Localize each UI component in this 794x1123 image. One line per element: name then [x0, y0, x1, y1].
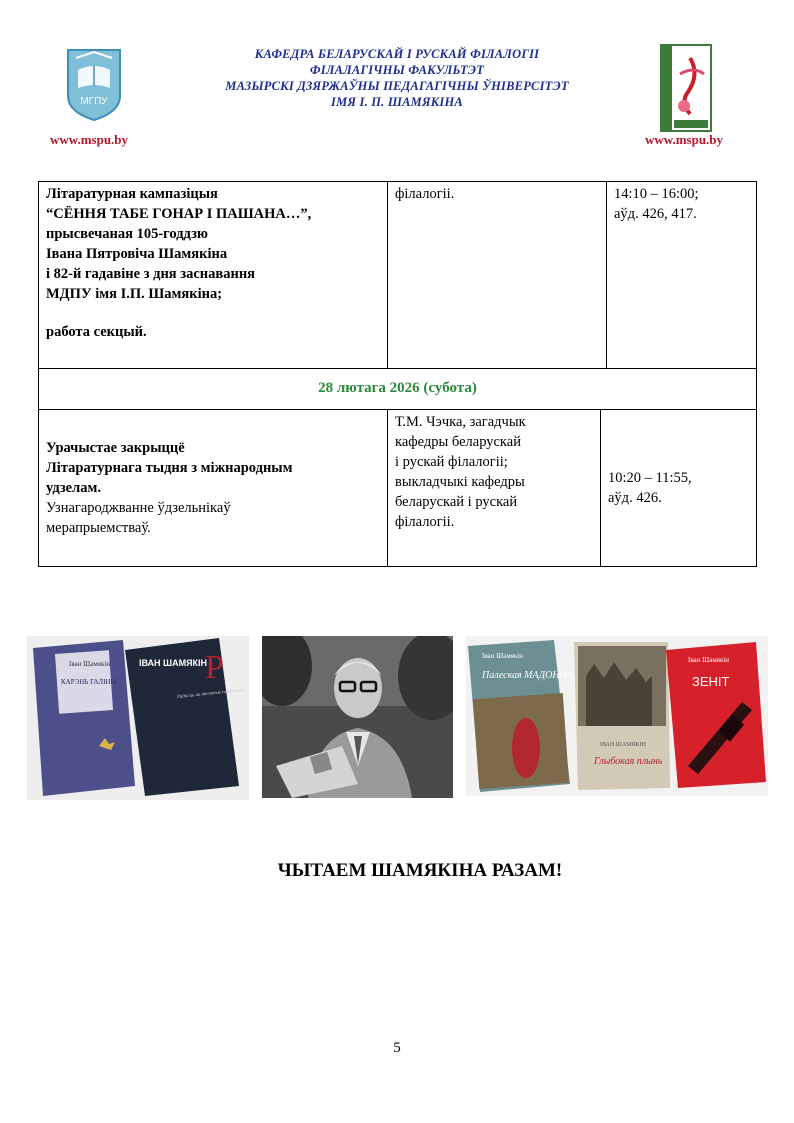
- event-line: Узнагароджванне ўдзельнікаў: [46, 500, 231, 516]
- event-line: прысвечаная 105-годдзю: [46, 226, 208, 242]
- time-line: 14:10 – 16:00;: [614, 186, 699, 202]
- book-author: ІВАН ШАМЯКІН: [139, 658, 208, 668]
- book-cover-plyn: [574, 642, 670, 790]
- book-title: Палеская МАДОННА: [482, 670, 573, 681]
- header-university: МАЗЫРСКІ ДЗЯРЖАЎНЫ ПЕДАГАГІЧНЫ ЎНІВЕРСІТЭТ: [225, 79, 569, 93]
- books-image-left: [27, 636, 249, 800]
- organizer-line: кафедры беларускай: [395, 434, 521, 450]
- schedule-table-1: [38, 181, 757, 369]
- event-line: Літаратурная кампазіцыя: [46, 186, 218, 202]
- book-author: Іван Шамякін: [688, 656, 730, 664]
- svg-text:Р: Р: [205, 649, 224, 686]
- book-author: ІВАН ШАМЯКІН: [600, 742, 646, 748]
- books-image-right: [466, 636, 768, 796]
- website-link-left[interactable]: www.mspu.by: [50, 132, 129, 147]
- time-cell: [601, 410, 757, 567]
- time-line: 10:20 – 11:55,: [608, 470, 692, 486]
- logo-left-text: МГПУ: [80, 96, 108, 107]
- event-line: МДПУ імя І.П. Шамякіна;: [46, 286, 223, 302]
- header-faculty: ФІЛАЛАГІЧНЫ ФАКУЛЬТЭТ: [309, 63, 485, 77]
- website-link-right[interactable]: www.mspu.by: [645, 132, 724, 147]
- event-line: “СЁННЯ ТАБЕ ГОНАР І ПАШАНА…”,: [46, 206, 312, 222]
- event-cell: [39, 410, 388, 567]
- room-line: аўд. 426.: [608, 490, 662, 506]
- book-title: КАРЭНЬ ГАЛІНЫ: [61, 678, 117, 686]
- organizer-line: Т.М. Чэчка, загадчык: [395, 414, 526, 430]
- table-row: [39, 410, 757, 567]
- header-university-name: ІМЯ І. П. ШАМЯКІНА: [331, 95, 463, 109]
- book-author: Іван Шамякін: [482, 652, 524, 660]
- university-logo: [64, 46, 124, 122]
- organizer-line: філалогіі.: [395, 514, 455, 530]
- event-cell: [39, 182, 388, 369]
- writer-photo: [262, 636, 453, 798]
- organizer-line: і рускай філалогіі;: [395, 454, 508, 470]
- date-row: 28 лютага 2026 (субота): [38, 367, 757, 409]
- book-title: ЗЕНІТ: [692, 674, 730, 689]
- header-department: КАФЕДРА БЕЛАРУСКАЙ І РУСКАЙ ФІЛАЛОГІІ: [254, 47, 540, 61]
- table-row: [39, 182, 757, 369]
- event-line: мерапрыемстваў.: [46, 520, 151, 536]
- event-line: Урачыстае закрыццё: [46, 440, 185, 456]
- event-line: Літаратурнага тыдня з міжнародным: [46, 460, 293, 476]
- event-line: удзелам.: [46, 480, 101, 496]
- organizer-cell: філалогіі.: [388, 182, 607, 369]
- time-cell: [607, 182, 757, 369]
- book-title: Глыбокая плынь: [594, 756, 663, 767]
- page-number: 5: [393, 1040, 401, 1056]
- schedule-table-2: [38, 409, 757, 567]
- book-cover-karen: [33, 640, 135, 796]
- event-line: работа секцый.: [46, 324, 147, 340]
- organizer-cell: [388, 410, 601, 567]
- slogan-heading: ЧЫТАЕМ ШАМЯКІНА РАЗАМ!: [277, 860, 563, 881]
- organizer-line: выкладчыкі кафедры: [395, 474, 525, 490]
- room-line: аўд. 426, 417.: [614, 206, 697, 222]
- event-line: Івана Пятровіча Шамякіна: [46, 246, 228, 262]
- book-title: Радасць на вясновых пераломах: [176, 688, 245, 701]
- book-cover-zenit: [666, 642, 766, 788]
- faculty-logo: [660, 44, 712, 132]
- event-line: і 82-й гадавіне з дня заснавання: [46, 266, 256, 282]
- organizer-line: беларускай і рускай: [395, 494, 518, 510]
- book-author: Іван Шамякін: [69, 660, 111, 668]
